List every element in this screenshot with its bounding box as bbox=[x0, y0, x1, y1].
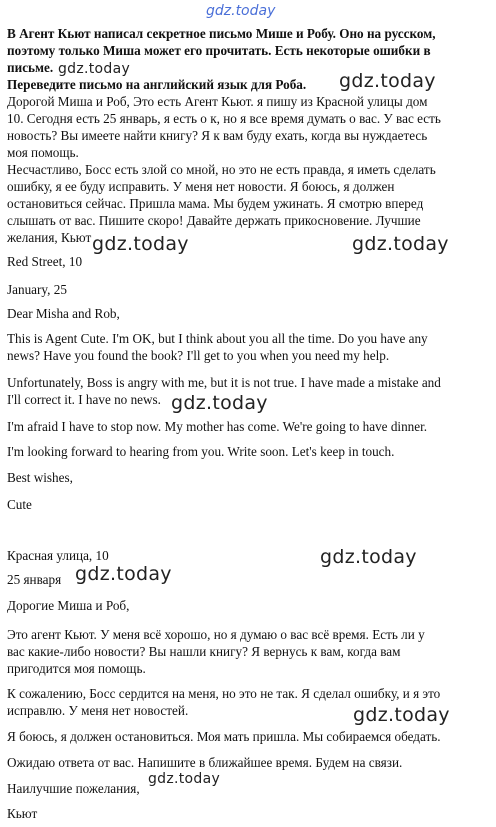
en-address: Red Street, 10 bbox=[7, 254, 83, 269]
ru-letter-line: остановиться сейчас. Пришла мама. Мы будем ужинать. Я смотрю вперед bbox=[7, 196, 424, 211]
en-paragraph-line: I'm afraid I have to stop now. My mother has come. We're going to have dinner. bbox=[7, 419, 428, 434]
watermark: gdz.today bbox=[171, 392, 268, 414]
ru-letter-line: моя помощь. bbox=[7, 145, 79, 160]
en-signature: Cute bbox=[7, 497, 32, 512]
ru-paragraph-line: К сожалению, Босс сердится на меня, но это не так. Я сделал ошибку, и я это bbox=[7, 686, 441, 701]
task-line-4: Переведите письмо на английский язык для Роба. bbox=[7, 77, 307, 92]
watermark: gdz.today bbox=[352, 233, 449, 255]
watermark: gdz.today bbox=[75, 563, 172, 585]
ru-address: Красная улица, 10 bbox=[7, 548, 109, 563]
ru-date: 25 января bbox=[7, 572, 62, 587]
watermark: gdz.today bbox=[58, 61, 131, 77]
ru-letter-line: Дорогой Миша и Роб, Это есть Агент Кьют. я пишу из Красной улицы дом bbox=[7, 94, 428, 109]
en-paragraph-line: news? Have you found the book? I'll get to you when you need my help. bbox=[7, 348, 390, 363]
watermark: gdz.today bbox=[339, 70, 436, 92]
ru-letter-line: 10. Сегодня есть 25 январь, я есть о к, но я все время думать о вас. У вас есть bbox=[7, 111, 441, 126]
task-line-2: поэтому только Миша может его прочитать. Есть некоторые ошибки в bbox=[7, 43, 431, 58]
ru-letter-line: слышать от вас. Пишите скоро! Давайте держать прикосновение. Лучшие bbox=[7, 213, 421, 228]
en-paragraph-line: I'll correct it. I have no news. bbox=[7, 392, 161, 407]
ru-paragraph-line: Ожидаю ответа от вас. Напишите в ближайшее время. Будем на связи. bbox=[7, 755, 403, 770]
en-paragraph-line: Unfortunately, Boss is angry with me, but it is not true. I have made a mistake and bbox=[7, 375, 441, 390]
ru-paragraph-line: пригодится моя помощь. bbox=[7, 661, 146, 676]
en-date: January, 25 bbox=[7, 282, 67, 297]
task-line-1: В Агент Кьют написал секретное письмо Мише и Робу. Оно на русском, bbox=[7, 26, 436, 41]
ru-letter-line: ошибку, я ее буду исправить. У меня нет новости. Я боюсь, я должен bbox=[7, 179, 395, 194]
ru-signature: Кьют bbox=[7, 806, 38, 821]
ru-closing: Наилучшие пожелания, bbox=[7, 781, 140, 796]
ru-paragraph-line: исправлю. У меня нет новостей. bbox=[7, 703, 189, 718]
ru-paragraph-line: Я боюсь, я должен остановиться. Моя мать пришла. Мы собираемся обедать. bbox=[7, 729, 441, 744]
watermark: gdz.today bbox=[320, 546, 417, 568]
watermark: gdz.today bbox=[353, 704, 450, 726]
en-greeting: Dear Misha and Rob, bbox=[7, 306, 120, 321]
ru-letter-line: желания, Кьют bbox=[7, 230, 92, 245]
en-closing: Best wishes, bbox=[7, 470, 73, 485]
en-paragraph-line: This is Agent Cute. I'm OK, but I think about you all the time. Do you have any bbox=[7, 331, 428, 346]
ru-letter-line: новость? Вы имеете найти книгу? Я к вам буду ехать, когда вы нуждаетесь bbox=[7, 128, 428, 143]
ru-greeting: Дорогие Миша и Роб, bbox=[7, 598, 130, 613]
ru-paragraph-line: Это агент Кьют. У меня всё хорошо, но я думаю о вас всё время. Есть ли у bbox=[7, 627, 425, 642]
en-paragraph-line: I'm looking forward to hearing from you. Write soon. Let's keep in touch. bbox=[7, 444, 395, 459]
ru-letter-line: Несчастливо, Босс есть злой со мной, но это не есть правда, я иметь сделать bbox=[7, 162, 436, 177]
watermark: gdz.today bbox=[148, 771, 221, 787]
task-line-3: письме. bbox=[7, 60, 54, 75]
ru-paragraph-line: вас какие-либо новости? Вы нашли книгу? Я вернусь к вам, когда вам bbox=[7, 644, 401, 659]
watermark: gdz.today bbox=[92, 233, 189, 255]
watermark-top: gdz.today bbox=[206, 3, 276, 19]
